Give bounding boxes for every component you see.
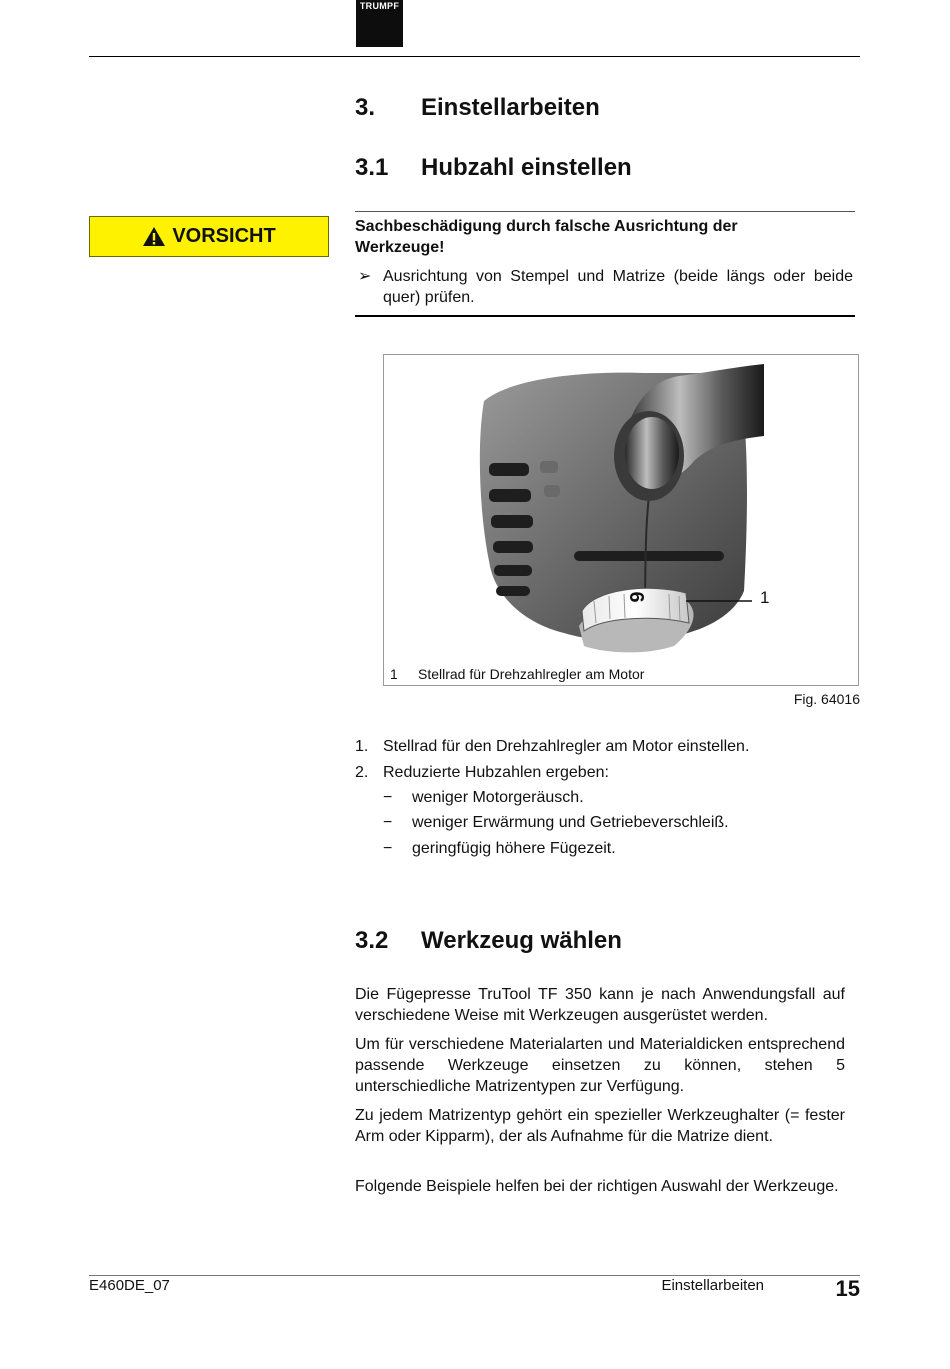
dial-number: 6 bbox=[625, 591, 647, 603]
footer-rule bbox=[89, 1275, 860, 1276]
caption-number: 1 bbox=[390, 666, 398, 682]
section-3-heading bbox=[355, 94, 855, 124]
caption-text: Stellrad für Drehzahlregler am Motor bbox=[418, 666, 645, 682]
caution-bottom-rule bbox=[355, 315, 855, 317]
paragraph: Die Fügepresse TruTool TF 350 kann je nach Anwendungsfall auf verschiedene Weise mit Werkzeugen ausgerüstet werden. bbox=[355, 986, 845, 1024]
footer-doc-id: E460DE_07 bbox=[89, 1277, 170, 1294]
callout-number: 1 bbox=[760, 588, 770, 607]
dash-bullet: − bbox=[383, 840, 393, 857]
dash-bullet: − bbox=[383, 789, 393, 806]
step-text: Stellrad für den Drehzahlregler am Motor einstellen. bbox=[383, 738, 750, 755]
sub-item: weniger Motorgeräusch. bbox=[412, 789, 584, 806]
figure-label: Fig. 64016 bbox=[793, 691, 860, 707]
caution-title: Sachbeschädigung durch falsche Ausrichtung der Werkzeuge! bbox=[355, 218, 738, 256]
paragraph: Folgende Beispiele helfen bei der richtigen Auswahl der Werkzeuge. bbox=[355, 1178, 839, 1195]
trumpf-logo bbox=[356, 0, 403, 47]
figure-frame bbox=[383, 354, 859, 686]
section-3-2-title: Werkzeug wählen bbox=[421, 927, 622, 954]
step-text: Reduzierte Hubzahlen ergeben: bbox=[383, 764, 609, 781]
header-rule bbox=[89, 56, 860, 57]
step-number: 2. bbox=[355, 764, 369, 781]
section-3-2-number: 3.2 bbox=[355, 927, 389, 954]
caution-label: VORSICHT bbox=[172, 225, 276, 247]
step-number: 1. bbox=[355, 738, 369, 755]
sub-item: geringfügig höhere Fügezeit. bbox=[412, 840, 616, 857]
caution-top-rule bbox=[355, 211, 855, 212]
section-3-1-title: Hubzahl einstellen bbox=[421, 154, 632, 181]
section-3-1-heading bbox=[355, 154, 855, 184]
caution-instruction: Ausrichtung von Stempel und Matrize (beide längs oder beide quer) prüfen. bbox=[383, 268, 853, 306]
page-number: 15 bbox=[835, 1276, 860, 1301]
section-3-1-number: 3.1 bbox=[355, 154, 389, 181]
caution-badge bbox=[89, 216, 329, 257]
section-3-number: 3. bbox=[355, 94, 376, 121]
warning-triangle-icon bbox=[142, 226, 166, 247]
section-3-2-heading bbox=[355, 927, 855, 957]
paragraph: Zu jedem Matrizentyp gehört ein spezieller Werkzeughalter (= fester Arm oder Kipparm), der als Aufnahme für die Matrize dient. bbox=[355, 1107, 845, 1145]
section-3-title: Einstellarbeiten bbox=[421, 94, 600, 121]
arrow-bullet-icon: ➢ bbox=[358, 268, 372, 285]
sub-item: weniger Erwärmung und Getriebeverschleiß. bbox=[412, 814, 729, 831]
logo-text: TRUMPF bbox=[359, 1, 400, 11]
dash-bullet: − bbox=[383, 814, 393, 831]
paragraph: Um für verschiedene Materialarten und Materialdicken entsprechend passende Werkzeuge einsetzen zu können, stehen 5 unterschiedliche Matrizentypen zur Verfügung. bbox=[355, 1036, 845, 1095]
motor-photo bbox=[474, 361, 854, 661]
footer-section: Einstellarbeiten bbox=[661, 1277, 764, 1294]
